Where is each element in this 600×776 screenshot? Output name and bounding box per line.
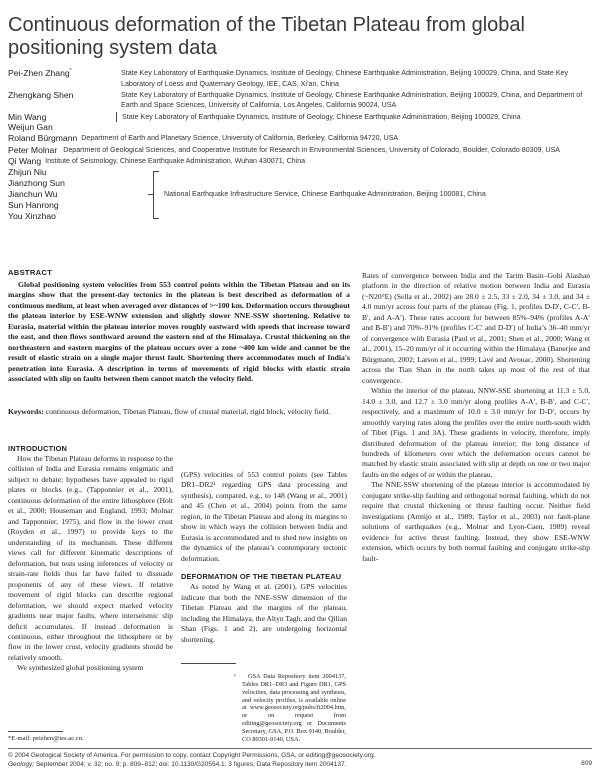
- author-name: Sun Hanrong: [8, 200, 59, 211]
- column-2: [181, 470, 347, 645]
- author-group-names: [8, 167, 153, 222]
- author-row: [8, 90, 592, 111]
- author-affiliation: State Key Laboratory of Earthquake Dynamics, Institute of Geology, Chinese Earthquake Administration, Beijing 100029, China, and Department of Earth and Space Sciences, University of California, Los Angeles, California 90024, USA: [121, 90, 583, 110]
- footnote-number: ¹: [234, 673, 236, 680]
- author-row: [8, 133, 592, 144]
- column-3: [362, 271, 590, 564]
- author-affiliation: Department of Geological Sciences, and Cooperative Institute for Research in Environmental Sciences, University of Colorado, Boulder, Colorado 80309, USA: [63, 145, 561, 154]
- author-affiliation: State Key Laboratory of Earthquake Dynamics, Institute of Geology, Chinese Earthquake Administration, Beijing 100029, China: [116, 112, 592, 123]
- keywords: Keywords: continuous deformation, Tibetan Plateau, flow of crustal material, rigid block, velocity field.: [8, 407, 331, 416]
- author-affiliation: State Key Laboratory of Earthquake Dynamics, Institute of Geology, Chinese Earthquake Administration, Beijing 100029, China, and State Key Laboratory of Loess and Quaternary Geology, IEE, CAS, Xi’an, China: [121, 69, 569, 88]
- paper-title: Continuous deformation of the Tibetan Plateau from global positioning system data: [8, 14, 525, 59]
- author-name: Min Wang Weijun Gan: [8, 111, 53, 133]
- footnote-rule: [8, 731, 63, 732]
- section-heading: INTRODUCTION: [8, 444, 68, 453]
- column-1: [8, 444, 173, 674]
- footnote-rule: [181, 663, 236, 664]
- author-row: [8, 156, 592, 167]
- author-group: [8, 167, 592, 222]
- paragraph: As noted by Wang et al. (2001), GPS velocities indicate that both the NNE-SSW dimension of the Tibetan Plateau and the margins of the plateau, including the Himalaya, the Altyn Tagh, and the Qilian Shan (Figs. 1 and 2), are undergoing horizontal shortening.: [181, 582, 347, 644]
- author-name: Qi Wang: [8, 155, 42, 166]
- author-name: You Xinzhao: [8, 211, 56, 222]
- copyright: © 2004 Geological Society of America. For permission to copy, contact Copyright Permissions, GSA, or editing@geosociety.org.: [8, 752, 376, 759]
- author-name: Zhijun Niu: [8, 166, 47, 177]
- author-row: [8, 145, 592, 156]
- author-name: Zhengkang Shen: [8, 89, 74, 100]
- author-affiliation: National Earthquake Infrastructure Service, Chinese Earthquake Administration, Beijing 100081, China: [164, 190, 486, 199]
- email-footnote: *E-mail: peizhen@ies.ac.cn.: [8, 735, 84, 742]
- author-row: [8, 112, 592, 133]
- section-heading: DEFORMATION OF THE TIBETAN PLATEAU: [181, 572, 342, 582]
- data-repository-footnote: GSA Data Repository item 2004137, Tables DR1–DR3 and Figure DR1, GPS velocities, data processing and synthesis, and velocity profiles, is available online at www.geosociety.org/pubs/ft2004.htm, or on request from editing@geosociety.org or Documents Secretary, GSA, P.O. Box 9140, Boulder, CO 80301-9140, USA.: [242, 673, 346, 743]
- paragraph: Rates of convergence between India and the Tarim Basin–Gobi Alashan platform in the direction of relative motion between India and Eurasia (~N20°E) (Sella et al., 2002) are 28.0 ± 2.5, 33 ± 2.0, 34 ± 3.0, and 34 ± 4.0 mm/yr across four parts of the plateau (Fig. 1, profiles D-D′, C-C′, B-B′, and A-A′). These rates account for between 85%–94% (profiles A-A′ and B-B′) and 70%–91% (profiles C-C′ and D-D′) of India’s 36–40 mm/yr of convergence with Eurasia (Paul et al., 2001; Shen et al., 2000; Wang et al., 2001), 15–20 mm/yr of it occurring within the Himalaya (Banerjee and Bürgmann, 2002; Larson et al., 1999; Lavé and Avouac, 2000). Shortening across the Tian Shan in the north takes up most of the rest of that convergence.: [362, 271, 590, 385]
- author-name: Peter Molnar: [8, 144, 58, 155]
- bracket-divider: [153, 171, 159, 219]
- paragraph: How the Tibetan Plateau deforms in response to the collision of India and Eurasia remains enigmatic and subject to debate; hypotheses have appealed to rigid plates or blocks (e.g., (Tapponnier et al., 2001), continuous deformation of the entire lithosphere (Holt et al., 2000; Houseman and England, 1993; Molnar and Tapponnier, 1975), and flow in the lower crust (Royden et al., 1997) to provide keys to the understanding of its mechanism. These different views call for different kinematic descriptions of deformation, but tests using inferences of velocity or strain-rate fields thus far have failed to dissuade proponents of any of these views. If relative movement of rigid blocks can describe regional deformation, we should expect marked velocity gradients near major faults, where interseismic slip deficit accumulates. If instead deformation is continuous, either throughout the lithosphere or by flow in the lower crust, velocity gradients should be relatively smooth.: [8, 454, 173, 662]
- paragraph: Within the interior of the plateau, NNW-SSE shortening at 11.3 ± 5.0, 14.0 ± 3.0, and 12.7 ± 3.0 mm/yr along profiles A-A′, B-B′, and C-C′, respectively, and a maximum of 10.0 ± 3.0 mm/yr for D-D′, occurs by smoothly varying rates along the profiles over the entire north-south width of Tibet (Figs. 1 and 3A). These gradients in velocity, therefore, imply distributed deformation of the plateau interior; the long distance of hundreds of kilometers over which the deformation occurs cannot be matched by elastic strain associated with slip at depth on one or two major faults on the edges of or within the plateau.: [362, 386, 590, 479]
- author-name: Jianchun Wu: [8, 189, 58, 200]
- paragraph: (GPS) velocities of 553 control points (see Tables DR1–DR2¹ regarding GPS data processing and synthesis), compared, e.g., to 148 (Wang et al., 2001) and 45 (Chen et al., 2004) points from the same region, in the Tibetan Plateau and along its margins to show in which ways the collision between India and Eurasia is accommodated and to shed new insights on the dynamics of the plateau’s contemporary tectonic deformation.: [181, 470, 347, 563]
- author-name: Roland Bürgmann: [8, 133, 78, 144]
- abstract-text: Global positioning system velocities from 553 control points within the Tibetan Plateau and on its margins show that the present-day tectonics in the plateau is best described as deformation of a continuous medium, at least when averaged over distances of >~100 km. Deformation occurs throughout the plateau interior by ESE-WNW extension and slightly slower NNE-SSW shortening. Relative to Eurasia, material within the plateau interior moves roughly eastward with speeds that increase toward the east, and then flows southward around the eastern end of the Himalaya. Crustal thickening on the northeastern and eastern margins of the plateau occurs over a zone ~400 km wide and cannot be the result of elastic strain on a single major thrust fault. Shortening there accommodates much of India's penetration into Eurasia. A description in terms of movements of rigid blocks with elastic strain associated with slip on faults between them cannot match the velocity field.: [8, 280, 350, 384]
- footer: [8, 751, 592, 769]
- author-name: Pei-Zhen Zhang*: [8, 68, 72, 78]
- footer-rule: [8, 748, 592, 749]
- author-row: [8, 68, 592, 89]
- author-name: Jianzhong Sun: [8, 178, 65, 188]
- author-affiliation: Institute of Seismology, Chinese Earthquake Administration, Wuhan 430071, China: [45, 156, 306, 165]
- paragraph: The NNE-SSW shortening of the plateau interior is accommodated by conjugate strike-slip faulting and orthogonal normal faulting, which do not require that crustal thickening or thrust faulting occur. Neither field investigations (Armijo et al., 1989; Taylor et al., 2003) nor fault-plane solutions of earthquakes (e.g., Molnar and Lyon-Caen, 1989) reveal evidence for active thrust faulting. Instead, they show ESE-WNW extension, which occurs by both normal faulting and conjugate strike-slip fault-: [362, 480, 590, 563]
- abstract-heading: ABSTRACT: [8, 268, 53, 277]
- author-list: [8, 68, 592, 222]
- paragraph: We synthesized global positioning system: [17, 663, 144, 673]
- citation: Geology; September 2004; v. 32; no. 9; p. 809–812; doi: 10.1130/G20554.1; 3 figures; Data Repository item 2004137.: [8, 761, 347, 768]
- author-affiliation: Department of Earth and Planetary Science, University of California, Berkeley, California 94720, USA: [81, 134, 399, 143]
- page-number: 809: [581, 760, 592, 767]
